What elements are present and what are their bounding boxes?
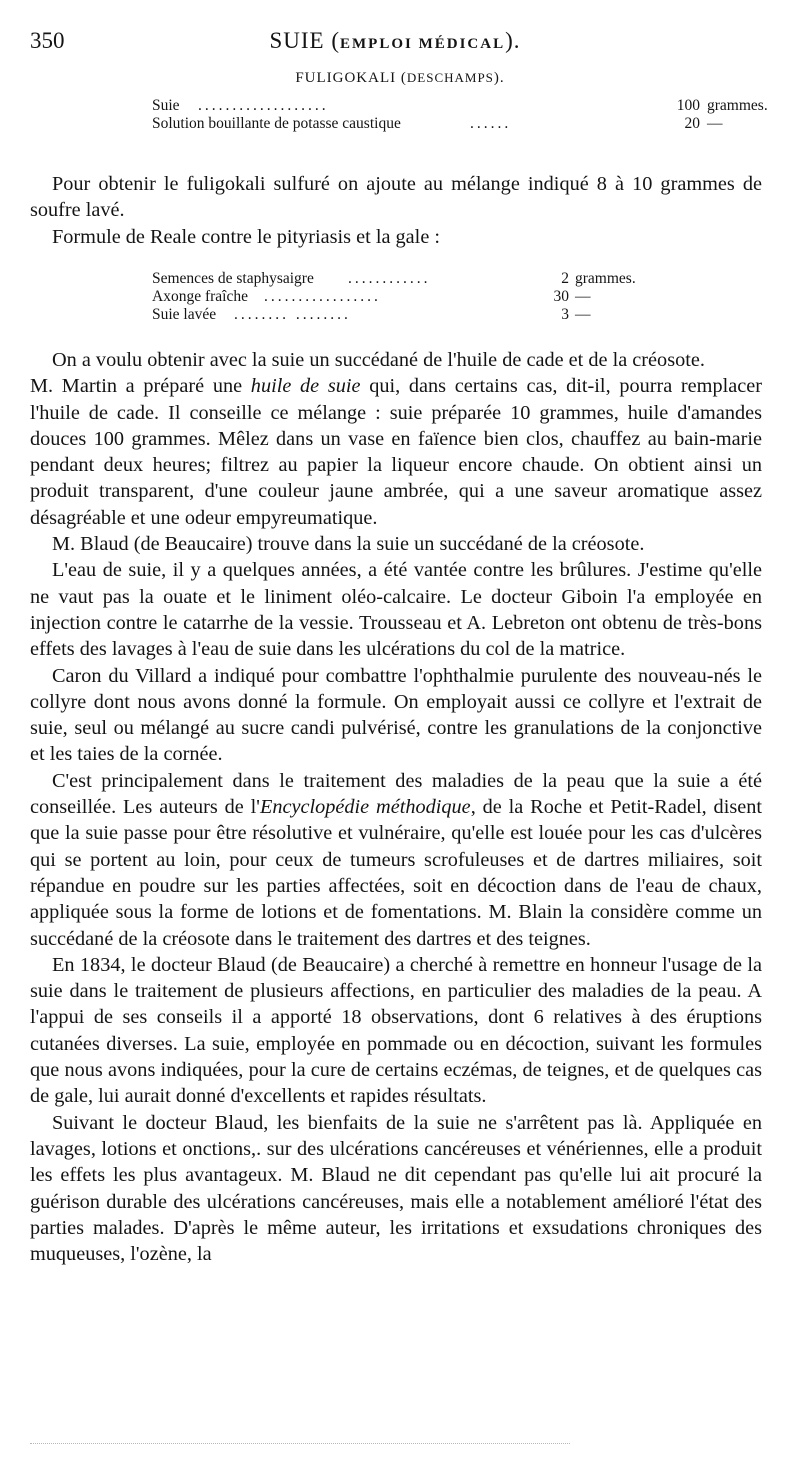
ingredient-quantity: 100 [676,97,700,114]
paragraph: Caron du Villard a indiqué pour combattre l'ophthalmie purulente des nouveau-nés le collyre dont nous avons donné la formule. On employait aussi ce collyre et l'extrait de suie, seul ou mélangé au sucre candi pulvérisé, contre les granulations de la conjonctive et les taies de la cornée. [30,664,762,766]
paragraph: Suivant le docteur Blaud, les bienfaits de la suie ne s'arrêtent pas là. Appliquée en lavages, lotions et onctions,. sur des ulcérations cancéreuses et vénériennes, elle a produit les effets les plus avantageux. M. Blaud ne dit cependant pas qu'elle lui ait procuré la guérison durable des ulcérations cancéreuses, mais elle a notablement amélioré l'état des parties malades. D'après le même auteur, les irritations et exsudations chroniques des muqueuses, l'ozène, la [30,1111,762,1266]
text-run: C'est principalement dans le traitement des maladies de la peau que la suie a été conseillée. Les auteurs de l' [30,769,762,819]
ingredient-unit: — [575,288,591,305]
ingredient-quantity: 3 [561,306,569,323]
running-title [30,28,760,54]
page-number: 350 [30,28,65,53]
recipe-row [152,270,652,288]
body-text [30,347,762,1267]
intro-text [30,171,762,250]
leader-dots: ............ [348,270,431,287]
text-run: M. Martin a préparé une [30,375,251,398]
recipe-row [152,288,652,306]
page-header [30,28,760,58]
paragraph: En 1834, le docteur Blaud (de Beaucaire) a cherché à remettre en honneur l'usage de la suie dans le traitement de plusieurs affections, en particulier des maladies de la peau. A l'appui de ses conseils il a apporté 18 observations, dont 6 relatives à des éruptions cutanées diverses. La suie, employée en pommade ou en décoction, suivant les formules que nous avons indiquées, pour la cure de certains eczémas, de teignes, et de quelques cas de gale, lui aurait donné d'excellents et rapides résultats. [30,953,762,1108]
paragraph: L'eau de suie, il y a quelques années, a été vantée contre les brûlures. J'estime qu'elle ne vaut pas la ouate et le liniment oléo-calcaire. Le docteur Giboin l'a employée en injection contre le catarrhe de la vessie. Trousseau et A. Lebreton ont obtenu de très-bons effets des lavages à l'eau de suie dans les ulcérations du col de la matrice. [30,559,762,661]
ingredient-quantity: 20 [684,115,700,132]
running-title-sub: EMPLOI MÉDICAL [340,36,506,52]
ingredient-quantity: 2 [561,270,569,287]
paragraph: On a voulu obtenir avec la suie un succédané de l'huile de cade et de la créosote. [52,349,705,371]
recipe-row [152,97,768,115]
formula-title-main: FULIGOKALI ( [295,70,407,86]
ingredient-unit: grammes. [707,97,768,114]
running-title-end: ). [505,28,521,53]
formula-title [0,70,800,87]
text-run: qui, dans certains cas, dit-il, pourra remplacer l'huile de cade. Il conseille ce mélange : suie préparée 10 grammes, huile d'amandes douces 100 grammes. Mêlez dans un vase en faïence bien clos, chauffez au bain-marie pendant deux heures; filtrez au papier la liqueur encore chaude. On obtient ainsi un produit transparent, d'une couleur jaune ambrée, qui a une saveur aromatique assez désagréable et une odeur empyreumatique. [30,375,762,529]
paragraph: Pour obtenir le fuligokali sulfuré on ajoute au mélange indiqué 8 à 10 grammes de soufre lavé. [30,173,762,222]
ingredient-unit: grammes. [575,270,636,287]
recipe-row [152,306,652,324]
fuligokali-recipe [152,97,768,133]
ingredient-name: Suie [152,97,180,114]
paragraph [30,373,762,531]
ingredient-quantity: 30 [553,288,569,305]
ingredient-unit: — [707,115,723,132]
reale-recipe [152,270,652,324]
paragraph [30,768,762,952]
recipe-row [152,115,723,133]
italic-term: Encyclopédie méthodique [259,796,471,819]
leader-dots: ................. [264,288,381,305]
ingredient-name: Solution bouillante de potasse caustique [152,115,401,132]
leader-dots: ................... [198,97,329,114]
leader-dots: ...... [470,115,512,132]
formula-title-sub: DESCHAMPS [406,70,494,85]
formula-title-end: ). [493,70,505,86]
leader-dots: ........ ........ [234,306,351,323]
ingredient-name: Suie lavée [152,306,217,323]
paragraph: M. Blaud (de Beaucaire) trouve dans la suie un succédané de la créosote. [52,533,645,556]
running-title-main: SUIE ( [269,28,340,53]
ingredient-name: Semences de staphysaigre [152,270,314,287]
print-artifact-line [30,1443,570,1446]
italic-term: huile de suie [250,375,361,398]
paragraph: Formule de Reale contre le pityriasis et la gale : [52,225,441,248]
ingredient-unit: — [575,306,591,323]
text-run: , de la Roche et Petit-Radel, disent que la suie passe pour être résolutive et vulnéraire, qu'elle est louée pour les cas d'ulcères qui se portent au loin, pour ceux de tumeurs scrofuleuses et de dartres miliaires, soit répandue en poudre sur les parties affectées, soit en décoction dans de l'eau de chaux, appliquée sous la forme de lotions et de fomentations. M. Blain la considère comme un succédané de la créosote dans le traitement des dartres et des teignes. [30,796,763,950]
ingredient-name: Axonge fraîche [152,288,248,305]
